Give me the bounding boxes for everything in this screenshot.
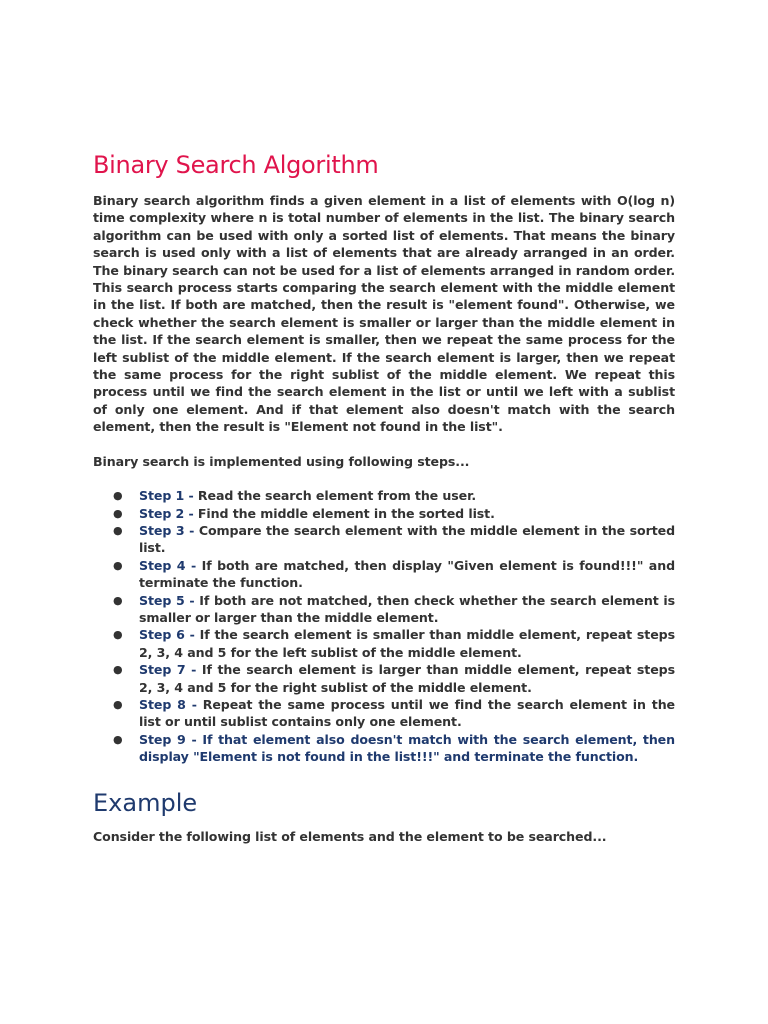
step-text: Compare the search element with the middle element in the sorted list. [139, 522, 675, 556]
bullet-icon: ● [113, 523, 123, 537]
bullet-icon: ● [113, 489, 123, 503]
document-title: Binary Search Algorithm [93, 151, 379, 179]
step-item [93, 557, 675, 592]
bullet-icon: ● [113, 732, 123, 746]
step-label: Step 8 - [139, 696, 197, 712]
step-text: If both are matched, then display "Given element is found!!!" and terminate the function. [139, 557, 675, 591]
bullet-icon: ● [113, 697, 123, 711]
step-label: Step 4 - [139, 557, 197, 573]
step-text: If both are not matched, then check whether the search element is smaller or larger than the middle element. [139, 592, 675, 625]
step-item [93, 661, 675, 696]
intro-paragraph: Binary search algorithm finds a given element in a list of elements with O(log n) time complexity where n is total number of elements in the list. The binary search algorithm can be used with only a sorted list of elements. That means the binary search is used only with a list of elements that are already arranged in an order. The binary search can not be used for a list of elements arranged in random order. This search process starts comparing the search element with the middle element in the list. If both are matched, then the result is "element found". Otherwise, we check whether the search element is smaller or larger than the middle element in the list. If the search element is smaller, then we repeat the same process for the left sublist of the middle element. If the search element is larger, then we repeat the same process for the right sublist of the middle element. We repeat this process until we find the search element in the list or until we left with a sublist of only one element. And if that element also doesn't match with the search element, then the result is "Element not found in the list". [93, 193, 675, 435]
bullet-icon: ● [113, 593, 123, 607]
step-text: Find the middle element in the sorted list. [197, 505, 495, 521]
example-text: Consider the following list of elements and the element to be searched... [93, 828, 607, 844]
bullet-icon: ● [113, 506, 123, 520]
document-page [93, 148, 675, 845]
example-heading: Example [93, 788, 198, 817]
step-text: If the search element is smaller than middle element, repeat steps 2, 3, 4 and 5 for the left sublist of the middle element. [139, 627, 675, 660]
step-label: Step 1 - [139, 488, 194, 504]
step-label: Step 2 - [139, 505, 194, 521]
step-item [93, 731, 675, 766]
bullet-icon: ● [113, 628, 123, 642]
steps-list [93, 487, 675, 766]
step-item [93, 696, 675, 731]
step-text: If the search element is larger than middle element, repeat steps 2, 3, 4 and 5 for the right sublist of the middle element. [139, 662, 675, 695]
step-label: Step 9 - [139, 731, 197, 747]
step-label: Step 6 - [139, 627, 195, 643]
step-label: Step 5 - [139, 592, 195, 608]
bullet-icon: ● [113, 663, 123, 677]
step-label: Step 3 - [139, 522, 195, 538]
step-item [93, 592, 675, 627]
step-text: Repeat the same process until we find the search element in the list or until sublist contains only one element. [139, 696, 675, 730]
bullet-icon: ● [113, 558, 123, 572]
step-item [93, 487, 675, 504]
step-item [93, 505, 675, 522]
step-label: Step 7 - [139, 662, 197, 678]
step-item [93, 626, 675, 661]
step-text: If that element also doesn't match with the search element, then display "Element is not found in the list!!!" and terminate the function. [139, 731, 675, 765]
step-text: Read the search element from the user. [197, 488, 477, 504]
steps-intro: Binary search is implemented using following steps... [93, 453, 470, 469]
step-item [93, 522, 675, 557]
